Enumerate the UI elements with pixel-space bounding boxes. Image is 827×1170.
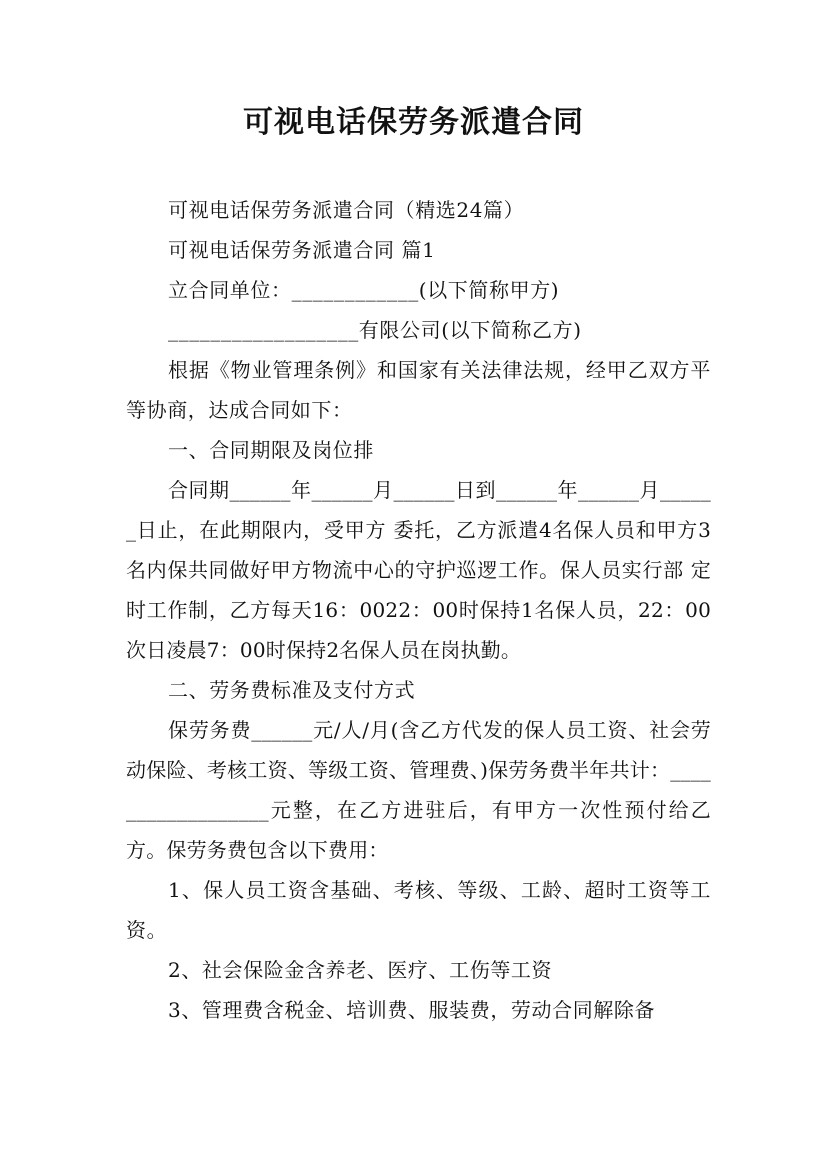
paragraph-party-a: 立合同单位：____________(以下简称甲方) [168, 278, 560, 302]
paragraph-preamble: 根据《物业管理条例》和国家有关法律法规，经甲乙双方平等协商，达成合同如下： [126, 358, 711, 422]
paragraph-fee-item-2: 2、社会保险金含养老、医疗、工伤等工资 [168, 958, 553, 982]
paragraph-heading-fees: 二、劳务费标准及支付方式 [168, 678, 416, 702]
paragraph-party-b: __________________有限公司(以下简称乙方) [168, 318, 582, 342]
paragraph-heading-term: 一、合同期限及岗位排 [168, 438, 374, 462]
document-title: 可视电话保劳务派遣合同 [243, 105, 584, 140]
paragraph-section-heading: 可视电话保劳务派遣合同 篇1 [168, 238, 436, 262]
paragraph-fees: 保劳务费______元/人/月(含乙方代发的保人员工资、社会劳动保险、考核工资、等级工资、管理费、)保劳务费半年共计：__________________元整，在乙方进驻后，有甲方一次性预付给乙方。保劳务费包含以下费用： [126, 718, 711, 862]
paragraph-fee-item-1: 1、保人员工资含基础、考核、等级、工龄、超时工资等工资。 [126, 878, 711, 942]
paragraph-subtitle: 可视电话保劳务派遣合同（精选24篇） [168, 198, 525, 222]
paragraph-fee-item-3: 3、管理费含税金、培训费、服装费，劳动合同解除备 [168, 998, 656, 1022]
paragraph-contract-term: 合同期______年______月______日到______年______月______日止，在此期限内，受甲方 委托，乙方派遣4名保人员和甲方3名内保共同做好甲方物流中心的守护巡逻工作。保人员实行部 定时工作制，乙方每天16：0022：00时保持1名保人员，22：00次日凌晨7：00时保持2名保人员在岗执勤。 [126, 478, 711, 662]
document-body [126, 190, 711, 1030]
